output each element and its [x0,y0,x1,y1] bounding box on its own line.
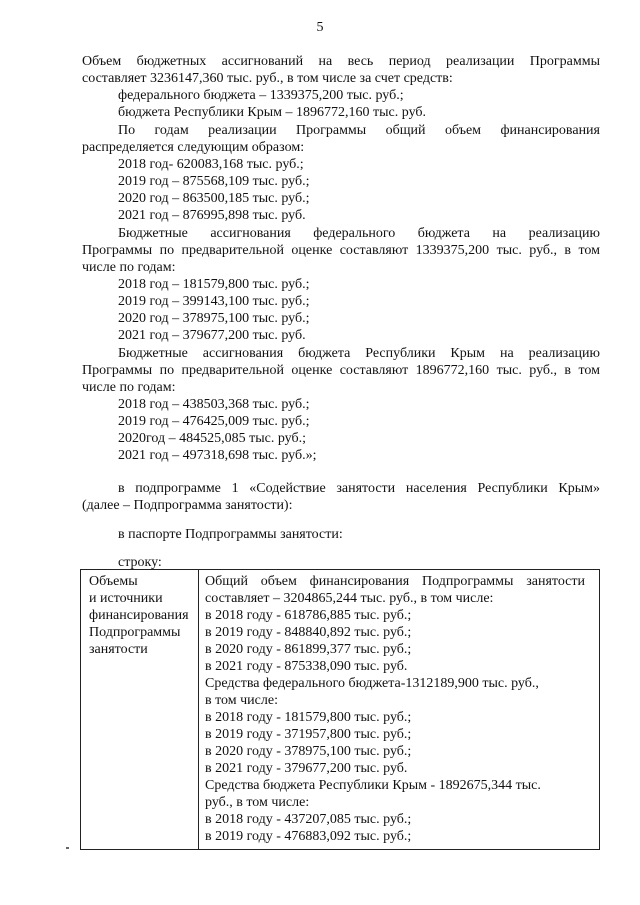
year-line: 2019 год – 875568,109 тыс. руб.; [118,174,310,189]
paragraph-line: в подпрограмме 1 «Содействие занятости населения Республики Крым» [118,481,600,496]
table-left-cell-line: Объемы [89,574,138,589]
table-right-cell-line: в 2020 году - 378975,100 тыс. руб.; [205,744,412,759]
paragraph-line: числе по годам: [82,380,176,395]
table-right-cell-line: Средства федерального бюджета-1312189,900 тыс. руб., [205,676,539,691]
year-line: 2021 год – 876995,898 тыс. руб. [118,208,306,223]
crimea-budget-line: бюджета Республики Крым – 1896772,160 тыс. руб. [118,105,427,120]
table-right-cell-line: в 2018 году - 618786,885 тыс. руб.; [205,608,412,623]
paragraph-line: числе по годам: [82,260,176,275]
row-label: строку: [118,555,162,570]
paragraph-line: Программы по предварительной оценке составляют 1339375,200 тыс. руб., в том [82,243,600,258]
table-right-cell-line: в 2019 году - 848840,892 тыс. руб.; [205,625,412,640]
table-right-cell-line: в 2018 году - 437207,085 тыс. руб.; [205,812,412,827]
table-right-cell-line: Средства бюджета Республики Крым - 1892675,344 тыс. [205,778,541,793]
financing-table [80,569,600,850]
table-divider [198,570,199,849]
federal-budget-line: федерального бюджета – 1339375,200 тыс. руб.; [118,88,404,103]
table-left-cell-line: занятости [89,642,148,657]
year-line: 2020 год – 863500,185 тыс. руб.; [118,191,310,206]
paragraph-line: Программы по предварительной оценке составляют 1896772,160 тыс. руб., в том [82,363,600,378]
passport-line: в паспорте Подпрограммы занятости: [118,527,343,542]
table-left-cell-line: Подпрограммы [89,625,181,640]
paragraph-line: распределяется следующим образом: [82,140,305,155]
year-line: 2020 год – 378975,100 тыс. руб.; [118,311,310,326]
table-right-cell-line: в 2021 году - 379677,200 тыс. руб. [205,761,408,776]
table-right-cell-line: составляет – 3204865,244 тыс. руб., в том числе: [205,591,494,606]
scan-speck [66,847,69,849]
year-line: 2021 год – 497318,698 тыс. руб.»; [118,448,317,463]
year-line: 2019 год – 476425,009 тыс. руб.; [118,414,310,429]
table-right-cell-line: в том числе: [205,693,278,708]
table-right-cell-line: в 2020 году - 861899,377 тыс. руб.; [205,642,412,657]
year-line: 2018 год – 438503,368 тыс. руб.; [118,397,310,412]
paragraph-line: (далее – Подпрограмма занятости): [82,498,293,513]
year-line: 2021 год – 379677,200 тыс. руб. [118,328,306,343]
year-line: 2020год – 484525,085 тыс. руб.; [118,431,306,446]
table-right-cell-line: в 2018 году - 181579,800 тыс. руб.; [205,710,412,725]
paragraph-line: По годам реализации Программы общий объем финансирования [118,123,600,138]
table-right-cell-line: в 2021 году - 875338,090 тыс. руб. [205,659,408,674]
year-line: 2019 год – 399143,100 тыс. руб.; [118,294,310,309]
paragraph-line: Бюджетные ассигнования бюджета Республики Крым на реализацию [118,346,600,361]
year-line: 2018 год – 181579,800 тыс. руб.; [118,277,310,292]
paragraph-line: Объем бюджетных ассигнований на весь период реализации Программы [82,54,600,69]
table-right-cell-line: в 2019 году - 371957,800 тыс. руб.; [205,727,412,742]
page-number: 5 [316,20,324,35]
table-left-cell-line: и источники [89,591,163,606]
table-right-cell-line: в 2019 году - 476883,092 тыс. руб.; [205,829,412,844]
table-left-cell-line: финансирования [89,608,189,623]
year-line: 2018 год- 620083,168 тыс. руб.; [118,157,304,172]
paragraph-line: Бюджетные ассигнования федерального бюджета на реализацию [118,226,600,241]
table-right-cell-line: Общий объем финансирования Подпрограммы занятости [205,574,585,589]
paragraph-line: составляет 3236147,360 тыс. руб., в том числе за счет средств: [82,71,453,86]
table-right-cell-line: руб., в том числе: [205,795,310,810]
